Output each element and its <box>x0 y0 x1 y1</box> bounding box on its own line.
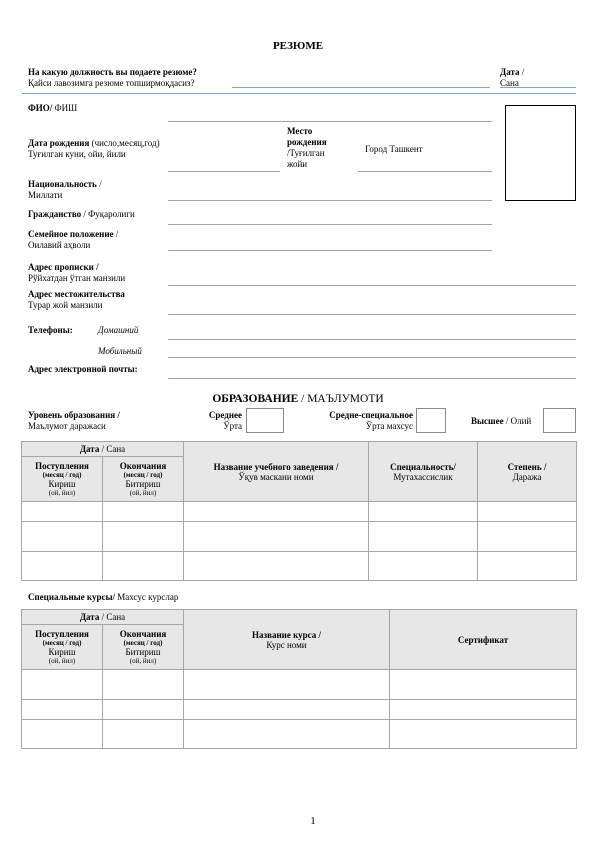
photo-box[interactable] <box>505 105 576 201</box>
table-cell[interactable] <box>22 720 103 749</box>
education-title-ru: ОБРАЗОВАНИЕ <box>212 393 299 405</box>
table-row <box>22 700 577 720</box>
course-date-header <box>22 610 184 625</box>
table-cell[interactable] <box>390 670 577 700</box>
mobile-phone-label: Мобильный <box>98 346 142 356</box>
date-field[interactable] <box>500 87 576 88</box>
reg-address-label <box>28 262 125 284</box>
position-label-ru: На какую должность вы подаете резюме? <box>28 67 197 77</box>
secondary-checkbox[interactable] <box>246 408 284 433</box>
edu-degree-header-ru: Степень / <box>507 461 547 472</box>
higher-label-ru: Высшее <box>471 416 504 426</box>
education-table-header-row1 <box>22 442 577 457</box>
birth-date-field[interactable] <box>168 171 280 172</box>
courses-table <box>21 609 577 749</box>
birth-date-label-ru: Дата рождения <box>28 138 90 148</box>
table-row <box>22 522 577 552</box>
special-label-uz: Ўрта махсус <box>365 421 413 431</box>
education-level-label-uz: Маълумот даражаси <box>28 421 106 431</box>
edu-start-header-ru: Поступления <box>35 461 89 471</box>
table-cell[interactable] <box>184 720 390 749</box>
table-row <box>22 552 577 581</box>
table-cell[interactable] <box>103 502 184 522</box>
table-cell[interactable] <box>22 522 103 552</box>
edu-institution-header-uz: Ўқув маскани номи <box>238 471 314 482</box>
position-field[interactable] <box>232 87 490 88</box>
home-phone-label: Домашний <box>98 325 139 335</box>
reg-address-label-ru: Адрес прописки / <box>28 262 99 272</box>
table-row <box>22 720 577 749</box>
nationality-label-ru: Национальность <box>28 179 97 189</box>
secondary-label-ru: Среднее <box>208 410 242 420</box>
fio-label-ru: ФИО/ <box>28 103 53 113</box>
course-end-header-ru: Окончания <box>119 629 167 639</box>
course-name-header-uz: Курс номи <box>266 639 307 650</box>
edu-specialty-header-ru: Специальность/ <box>390 461 456 472</box>
position-label-uz: Қайси лавозимга резюме топширмоқдасиз? <box>28 78 195 88</box>
edu-date-header-uz: / Сана <box>99 444 126 454</box>
edu-institution-header-ru: Название учебного заведения / <box>213 461 339 472</box>
page-number: 1 <box>310 815 316 827</box>
live-address-label <box>28 289 125 311</box>
edu-date-header-ru: Дата <box>79 444 100 454</box>
email-field[interactable] <box>168 378 576 379</box>
edu-end-header-ru: Окончания <box>119 461 167 471</box>
edu-end-header-uz: Битириш <box>125 479 161 489</box>
marital-field[interactable] <box>168 250 492 251</box>
edu-end-header-hint: (месяц / год) <box>123 471 163 479</box>
table-cell[interactable] <box>369 522 478 552</box>
birth-place-field[interactable] <box>358 171 492 172</box>
course-certificate-header <box>390 610 577 670</box>
marital-label-ru: Семейное положение <box>28 229 114 239</box>
course-start-header-uz: Кириш <box>48 647 76 657</box>
home-phone-field[interactable] <box>168 339 576 340</box>
table-cell[interactable] <box>478 502 577 522</box>
course-start-header <box>22 625 103 670</box>
table-cell[interactable] <box>184 522 369 552</box>
table-cell[interactable] <box>22 670 103 700</box>
header-divider <box>22 93 576 94</box>
course-certificate-header-label: Сертификат <box>457 634 509 645</box>
table-cell[interactable] <box>184 502 369 522</box>
birth-place-label <box>287 126 327 170</box>
position-label <box>28 67 197 89</box>
citizenship-label-uz: Фуқаролиги <box>88 209 135 219</box>
birth-place-value[interactable]: Город Ташкент <box>365 144 423 154</box>
fio-field[interactable] <box>168 121 492 122</box>
edu-specialty-header-uz: Мутахассислик <box>393 471 453 482</box>
birth-place-label-uz1: /Туғилган <box>287 148 325 158</box>
table-cell[interactable] <box>369 552 478 581</box>
edu-degree-header <box>478 442 577 502</box>
citizenship-field[interactable] <box>168 224 492 225</box>
course-end-header-hint: (месяц / год) <box>123 639 163 647</box>
edu-date-header <box>22 442 184 457</box>
edu-specialty-header <box>369 442 478 502</box>
courses-title <box>28 592 178 603</box>
table-cell[interactable] <box>390 720 577 749</box>
fio-label <box>28 103 77 114</box>
citizenship-label <box>28 209 135 220</box>
edu-start-header-uz: Кириш <box>48 479 76 489</box>
date-label <box>500 67 524 89</box>
table-cell[interactable] <box>103 700 184 720</box>
birth-date-hint: (число,месяц,год) <box>89 138 160 148</box>
higher-label <box>471 416 531 427</box>
course-start-header-uz-hint: (ой, йил) <box>48 657 76 665</box>
course-name-header-ru: Название курса / <box>251 629 321 640</box>
secondary-label-uz: Ўрта <box>223 421 242 431</box>
table-cell[interactable] <box>22 552 103 581</box>
table-cell[interactable] <box>184 670 390 700</box>
edu-start-header-uz-hint: (ой, йил) <box>48 489 76 497</box>
email-label: Адрес электронной почты: <box>28 364 138 374</box>
education-level-label-ru: Уровень образования / <box>28 410 120 420</box>
live-address-label-ru: Адрес местожительства <box>28 289 125 299</box>
course-end-header-uz-hint: (ой, йил) <box>129 657 157 665</box>
courses-table-header-row1 <box>22 610 577 625</box>
table-cell[interactable] <box>22 502 103 522</box>
citizenship-label-ru: Гражданство <box>28 209 82 219</box>
page-title: РЕЗЮМЕ <box>272 40 324 52</box>
birth-place-label-ru1: Место <box>287 126 313 136</box>
table-cell[interactable] <box>103 720 184 749</box>
course-name-header <box>184 610 390 670</box>
course-date-header-uz: / Сана <box>99 612 126 622</box>
birth-date-label-uz: Туғилган куни, ойи, йили <box>28 149 126 159</box>
edu-end-header-uz-hint: (ой, йил) <box>129 489 157 497</box>
course-start-header-ru: Поступления <box>35 629 89 639</box>
courses-title-ru: Специальные курсы/ <box>28 592 115 602</box>
nationality-sep: / <box>96 179 102 189</box>
table-cell[interactable] <box>478 522 577 552</box>
education-title-uz: / МАЪЛУМОТИ <box>298 393 384 405</box>
birth-place-label-uz2: жойи <box>287 159 308 169</box>
table-row <box>22 670 577 700</box>
live-address-label-uz: Турар жой манзили <box>28 300 103 310</box>
higher-checkbox[interactable] <box>543 408 576 433</box>
special-checkbox[interactable] <box>416 408 446 433</box>
course-end-header-uz: Битириш <box>125 647 161 657</box>
nationality-field[interactable] <box>168 200 492 201</box>
edu-end-header <box>103 457 184 502</box>
date-label-sep: / <box>519 67 525 77</box>
birth-date-label <box>28 138 160 160</box>
nationality-label <box>28 179 102 201</box>
marital-label <box>28 229 118 251</box>
edu-start-header <box>22 457 103 502</box>
education-title <box>0 393 596 405</box>
table-cell[interactable] <box>103 670 184 700</box>
fio-label-uz: ФИШ <box>52 103 78 113</box>
table-row <box>22 502 577 522</box>
marital-label-uz: Оилавий аҳволи <box>28 240 91 250</box>
table-cell[interactable] <box>103 522 184 552</box>
date-label-ru: Дата <box>500 67 520 77</box>
reg-address-field[interactable] <box>168 285 576 286</box>
table-cell[interactable] <box>390 700 577 720</box>
date-label-uz: Сана <box>500 78 519 88</box>
live-address-field[interactable] <box>168 314 576 315</box>
table-cell[interactable] <box>478 552 577 581</box>
higher-label-uz: / Олий <box>503 416 532 426</box>
table-cell[interactable] <box>22 700 103 720</box>
table-cell[interactable] <box>184 552 369 581</box>
citizenship-sep: / <box>81 209 89 219</box>
table-cell[interactable] <box>184 700 390 720</box>
edu-degree-header-uz: Даража <box>512 471 542 482</box>
special-label-ru: Средне-специальное <box>329 410 413 420</box>
table-cell[interactable] <box>369 502 478 522</box>
course-date-header-ru: Дата <box>79 612 100 622</box>
secondary-label <box>190 410 242 432</box>
courses-title-uz: Махсус курслар <box>114 592 179 602</box>
nationality-label-uz: Миллати <box>28 190 63 200</box>
special-label <box>300 410 413 432</box>
course-start-header-hint: (месяц / год) <box>42 639 82 647</box>
edu-start-header-hint: (месяц / год) <box>42 471 82 479</box>
reg-address-label-uz: Рўйхатдан ўтган манзили <box>28 273 126 283</box>
education-table <box>21 441 577 581</box>
course-end-header <box>103 625 184 670</box>
table-cell[interactable] <box>103 552 184 581</box>
marital-sep: / <box>113 229 119 239</box>
mobile-phone-field[interactable] <box>168 357 576 358</box>
birth-place-label-ru2: рождения <box>287 137 327 147</box>
education-level-label <box>28 410 120 432</box>
edu-institution-header <box>184 442 369 502</box>
phones-label: Телефоны: <box>28 325 73 335</box>
